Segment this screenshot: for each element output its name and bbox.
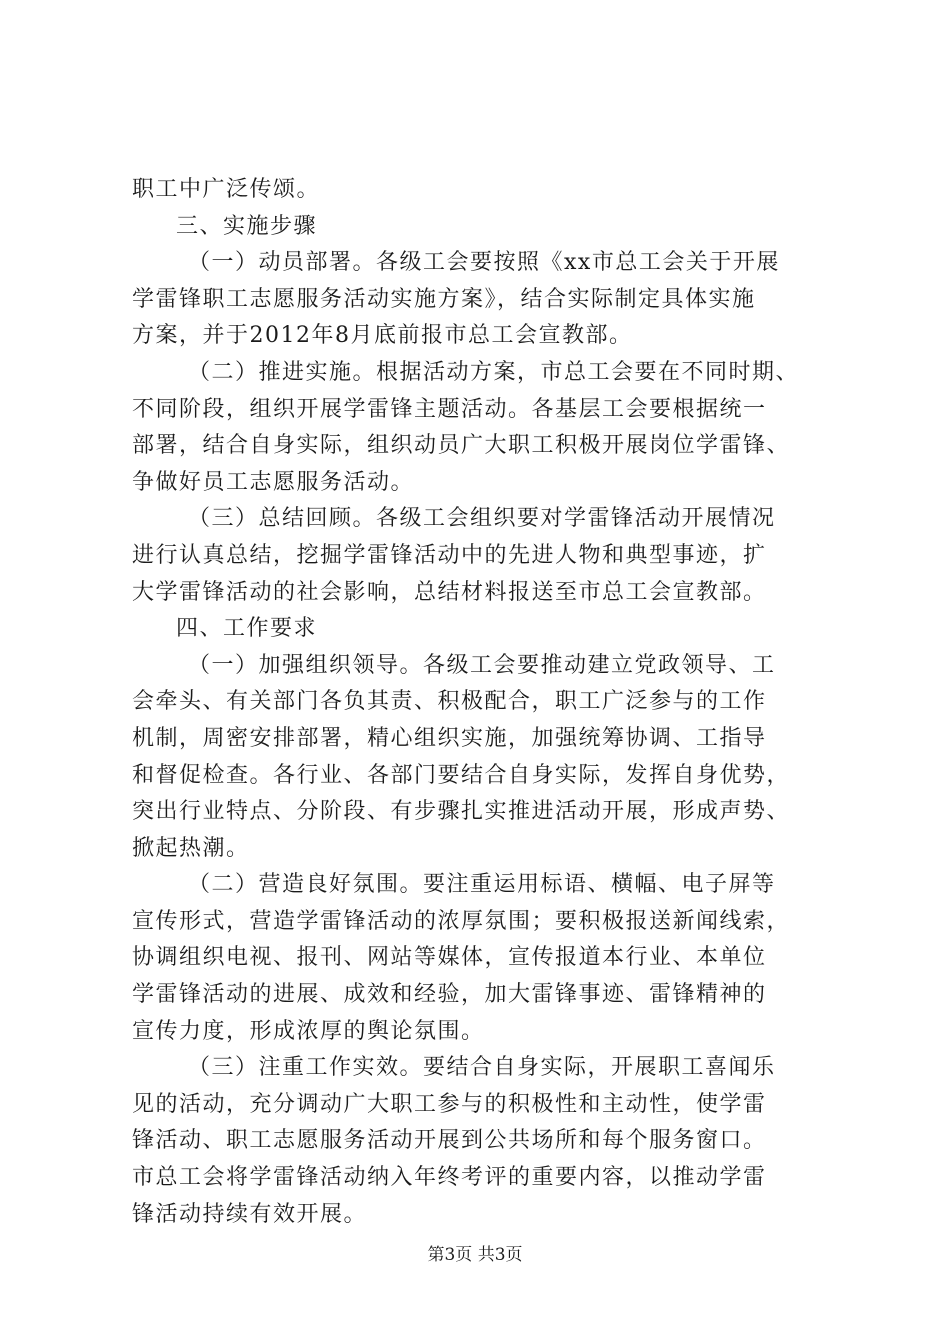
paragraph-line: 方案，并于2012年8月底前报市总工会宣教部。: [132, 323, 633, 349]
paragraph-line: （三）注重工作实效。要结合自身实际，开展职工喜闻乐: [188, 1055, 776, 1081]
paragraph-line: 锋活动、职工志愿服务活动开展到公共场所和每个服务窗口。: [132, 1128, 767, 1154]
paragraph-line: 机制，周密安排部署，精心组织实施，加强统筹协调、工指导: [132, 725, 767, 751]
page-footer: 第3页 共3页: [427, 1245, 523, 1265]
paragraph-line: 学雷锋职工志愿服务活动实施方案》，结合实际制定具体实施: [132, 286, 756, 312]
paragraph-line: 不同阶段，组织开展学雷锋主题活动。各基层工会要根据统一: [132, 396, 767, 422]
section-heading: 三、实施步骤: [176, 213, 318, 239]
paragraph-line: 部署，结合自身实际，组织动员广大职工积极开展岗位学雷锋、: [132, 433, 791, 459]
paragraph-line: （二）营造良好氛围。要注重运用标语、横幅、电子屏等: [188, 872, 776, 898]
paragraph-line: 市总工会将学雷锋活动纳入年终考评的重要内容，以推动学雷: [132, 1165, 767, 1191]
paragraph-line: 锋活动持续有效开展。: [132, 1201, 368, 1227]
paragraph-line: （三）总结回顾。各级工会组织要对学雷锋活动开展情况: [188, 506, 776, 532]
paragraph-line: 大学雷锋活动的社会影响，总结材料报送至市总工会宣教部。: [132, 579, 767, 605]
paragraph-line: 和督促检查。各行业、各部门要结合自身实际，发挥自身优势，: [132, 762, 791, 788]
paragraph-line: （二）推进实施。根据活动方案，市总工会要在不同时期、: [188, 359, 800, 385]
paragraph-line: 见的活动，充分调动广大职工参与的积极性和主动性，使学雷: [132, 1091, 767, 1117]
paragraph-line: 宣传力度，形成浓厚的舆论氛围。: [132, 1018, 485, 1044]
paragraph-line: 职工中广泛传颂。: [132, 177, 321, 202]
paragraph-line: 协调组织电视、报刊、网站等媒体，宣传报道本行业、本单位: [132, 945, 767, 971]
document-body: [132, 172, 822, 1233]
paragraph-line: （一）加强组织领导。各级工会要推动建立党政领导、工: [188, 652, 776, 678]
paragraph-line: 争做好员工志愿服务活动。: [132, 469, 415, 495]
paragraph-line: 会牵头、有关部门各负其责、积极配合，职工广泛参与的工作: [132, 689, 767, 715]
paragraph-line: 掀起热潮。: [132, 835, 250, 861]
paragraph-line: 宣传形式，营造学雷锋活动的浓厚氛围；要积极报送新闻线索，: [132, 908, 791, 934]
paragraph-line: （一）动员部署。各级工会要按照《xx市总工会关于开展: [188, 250, 780, 276]
section-heading: 四、工作要求: [176, 616, 318, 642]
paragraph-line: 突出行业特点、分阶段、有步骤扎实推进活动开展，形成声势、: [132, 799, 791, 825]
paragraph-line: 进行认真总结，挖掘学雷锋活动中的先进人物和典型事迹，扩: [132, 542, 767, 568]
paragraph-line: 学雷锋活动的进展、成效和经验，加大雷锋事迹、雷锋精神的: [132, 982, 767, 1008]
